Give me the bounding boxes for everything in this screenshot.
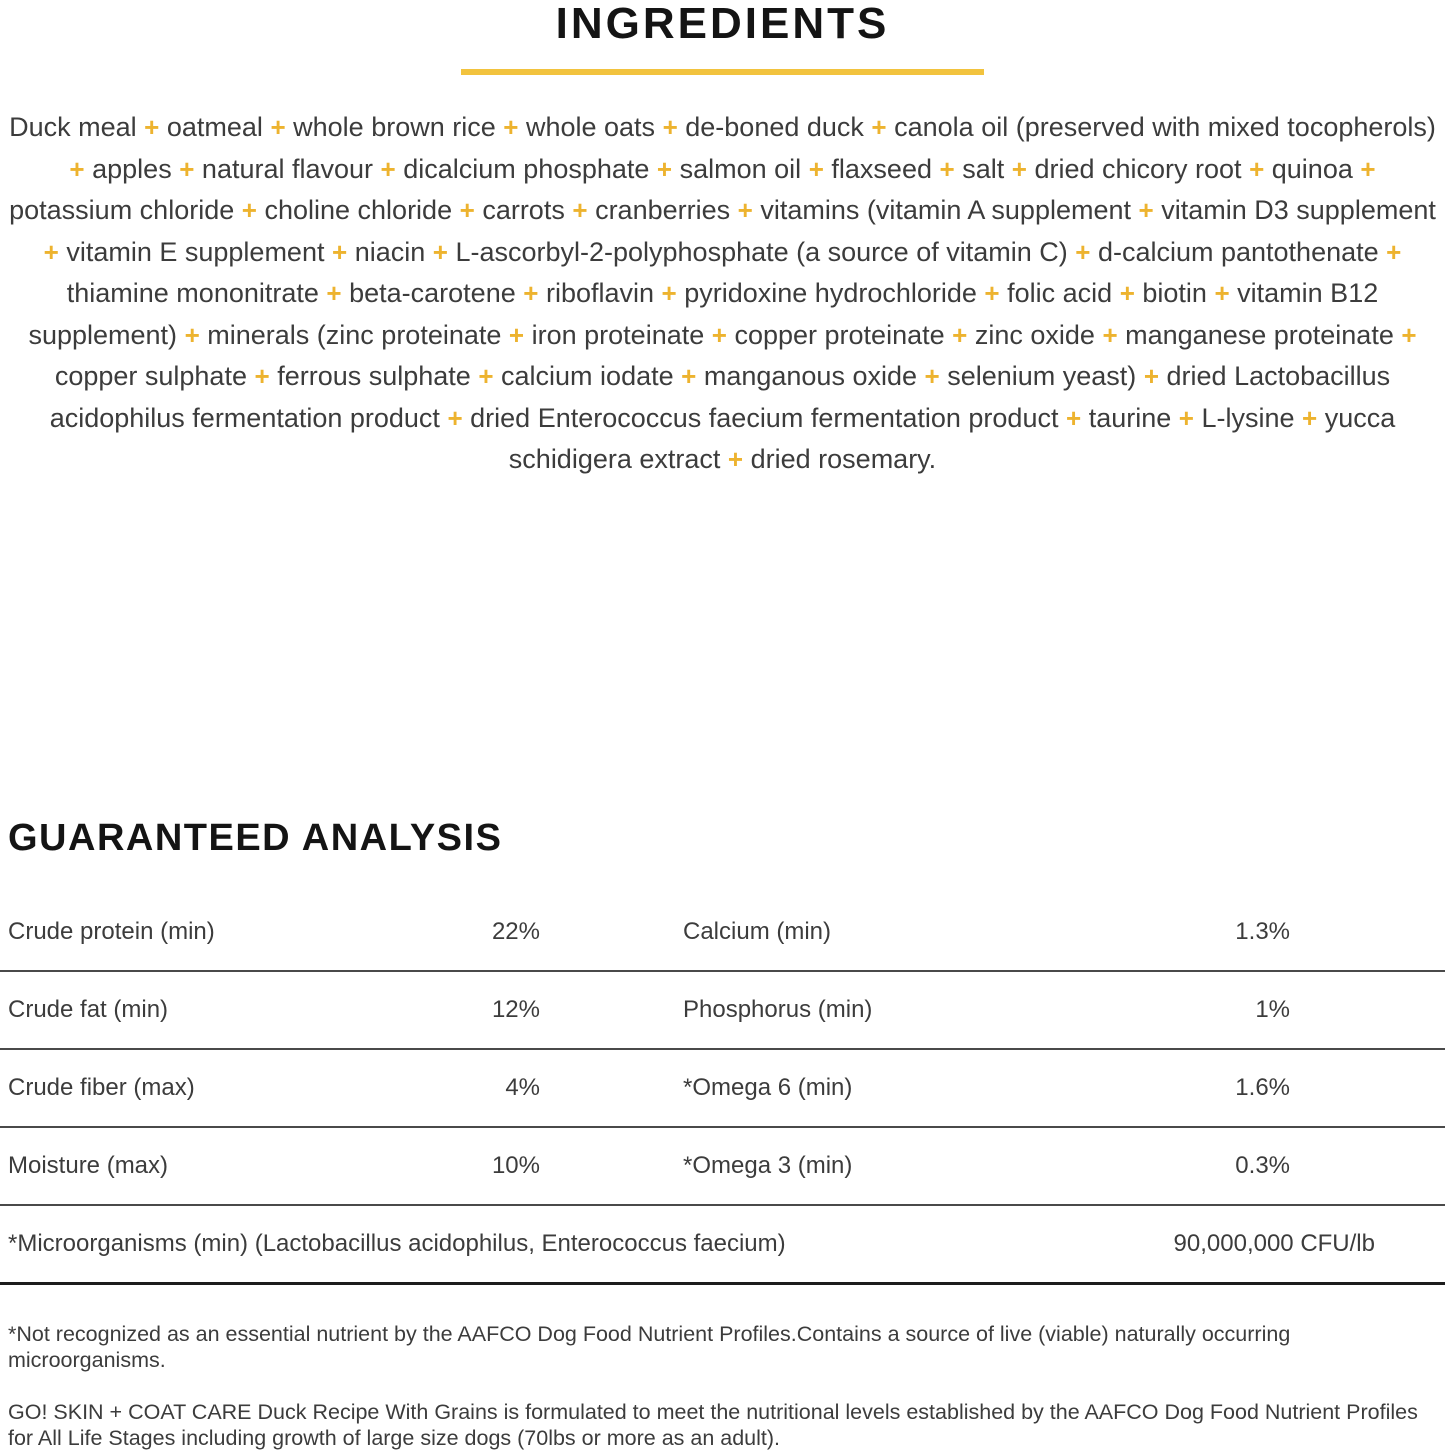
table-cell-pair (683, 1151, 1290, 1181)
plus-separator-icon: + (984, 278, 1000, 308)
plus-separator-icon: + (924, 361, 940, 391)
nutrient-label: Calcium (min) (683, 918, 832, 946)
guaranteed-analysis-table (0, 894, 1445, 1285)
plus-separator-icon: + (1214, 278, 1230, 308)
table-row (0, 894, 1445, 970)
plus-separator-icon: + (1119, 278, 1135, 308)
plus-separator-icon: + (1401, 319, 1417, 350)
table-row (0, 1050, 1445, 1126)
plus-separator-icon: + (681, 361, 697, 391)
nutrient-label: Phosphorus (min) (683, 996, 873, 1024)
plus-separator-icon: + (871, 112, 887, 142)
table-row-microorganisms (0, 1206, 1445, 1282)
plus-separator-icon: + (1075, 236, 1091, 267)
plus-separator-icon: + (254, 361, 270, 391)
plus-separator-icon: + (1386, 236, 1402, 267)
plus-separator-icon: + (331, 236, 348, 267)
plus-separator-icon: + (478, 361, 494, 391)
plus-separator-icon: + (380, 153, 396, 184)
nutrient-value: 12% (491, 996, 540, 1024)
plus-separator-icon: + (661, 278, 677, 308)
nutrient-label: *Microorganisms (min) (Lactobacillus acidophilus, Enterococcus faecium) (8, 1230, 786, 1258)
plus-separator-icon: + (1011, 153, 1027, 184)
plus-separator-icon: + (1178, 402, 1194, 433)
plus-separator-icon: + (1302, 402, 1318, 433)
table-cell-pair (0, 917, 540, 947)
plus-separator-icon: + (184, 319, 200, 350)
gold-underline-rule (461, 69, 984, 75)
footnote-formulation-statement: GO! SKIN + COAT CARE Duck Recipe With Grains is formulated to meet the nutritional levels established by the AAFCO Dog Food Nutrient Profiles for All Life Stages including growth of large size dogs (70lbs or more as an adult). (8, 1400, 1418, 1451)
nutrient-value: 90,000,000 CFU/lb (1173, 1230, 1375, 1258)
plus-separator-icon: + (711, 319, 727, 350)
nutrient-value: 1.6% (1235, 1074, 1290, 1102)
plus-separator-icon: + (179, 153, 195, 184)
footnote-aafco-nutrient: *Not recognized as an essential nutrient by the AAFCO Dog Food Nutrient Profiles.Contains a source of live (viable) naturally occurring microorganisms. (8, 1322, 1291, 1373)
plus-separator-icon: + (952, 319, 968, 350)
nutrient-value: 1.3% (1235, 918, 1290, 946)
plus-separator-icon: + (1102, 319, 1118, 350)
plus-separator-icon: + (1065, 402, 1082, 433)
plus-separator-icon: + (1138, 195, 1154, 225)
plus-separator-icon: + (503, 112, 519, 142)
table-cell-pair (683, 995, 1290, 1025)
table-bottom-rule (0, 1282, 1445, 1285)
plus-separator-icon: + (270, 112, 286, 142)
ingredients-title: INGREDIENTS (555, 0, 890, 48)
plus-separator-icon: + (1143, 361, 1160, 391)
plus-separator-icon: + (43, 236, 59, 267)
nutrient-value: 0.3% (1235, 1152, 1290, 1180)
plus-separator-icon: + (727, 444, 744, 474)
nutrient-value: 10% (491, 1152, 540, 1180)
plus-separator-icon: + (69, 153, 85, 184)
plus-separator-icon: + (808, 153, 824, 184)
plus-separator-icon: + (737, 195, 753, 225)
table-cell-pair (0, 1151, 540, 1181)
nutrient-label: Crude fat (min) (8, 996, 169, 1024)
nutrient-value: 4% (505, 1074, 540, 1102)
plus-separator-icon: + (1360, 153, 1376, 184)
nutrient-label: Crude protein (min) (8, 918, 215, 946)
table-cell-pair (683, 1073, 1290, 1103)
table-cell-pair (0, 995, 540, 1025)
plus-separator-icon: + (656, 153, 673, 184)
plus-separator-icon: + (447, 402, 463, 433)
nutrient-label: Moisture (max) (8, 1152, 169, 1180)
nutrient-value: 1% (1255, 996, 1290, 1024)
plus-separator-icon: + (432, 236, 448, 267)
plus-separator-icon: + (523, 278, 539, 308)
plus-separator-icon: + (241, 195, 257, 225)
nutrient-value: 22% (491, 918, 540, 946)
plus-separator-icon: + (572, 195, 588, 225)
nutrient-label: Crude fiber (max) (8, 1074, 195, 1102)
plus-separator-icon: + (939, 153, 955, 184)
plus-separator-icon: + (662, 112, 678, 142)
table-cell-pair (683, 917, 1290, 947)
table-row (0, 1128, 1445, 1204)
plus-separator-icon: + (1249, 153, 1265, 184)
plus-separator-icon: + (144, 112, 160, 142)
ingredients-text: Duck meal + oatmeal + whole brown rice + whole oats + de-boned duck + canola oil (preserved with mixed tocopherols) + apples + natural flavour + dicalcium phosphate + salmon oil + flaxseed + salt + dried chicory root + quinoa + potassium chloride + choline chloride + carrots + cranberries + vitamins (vitamin A supplement + vitamin D3 supplement + vitamin E supplement + niacin + L-ascorbyl-2-polyphosphate (a source of vitamin C) + d-calcium pantothenate + thiamine mononitrate + beta-carotene + riboflavin + pyridoxine hydrochloride + folic acid + biotin + vitamin B12 supplement) + minerals (zinc proteinate + iron proteinate + copper proteinate + zinc oxide + manganese proteinate + copper sulphate + ferrous sulphate + calcium iodate + manganous oxide + selenium yeast) + dried Lactobacillus acidophilus fermentation product + dried Enterococcus faecium fermentation product + taurine + L-lysine + yucca schidigera extract + dried rosemary. (9, 112, 1436, 474)
nutrient-label: *Omega 6 (min) (683, 1074, 853, 1102)
nutrient-label: *Omega 3 (min) (683, 1152, 853, 1180)
table-row (0, 972, 1445, 1048)
plus-separator-icon: + (459, 195, 475, 225)
guaranteed-analysis-heading: GUARANTEED ANALYSIS (8, 816, 503, 859)
plus-separator-icon: + (508, 319, 525, 350)
table-cell-pair (0, 1073, 540, 1103)
plus-separator-icon: + (326, 278, 342, 308)
